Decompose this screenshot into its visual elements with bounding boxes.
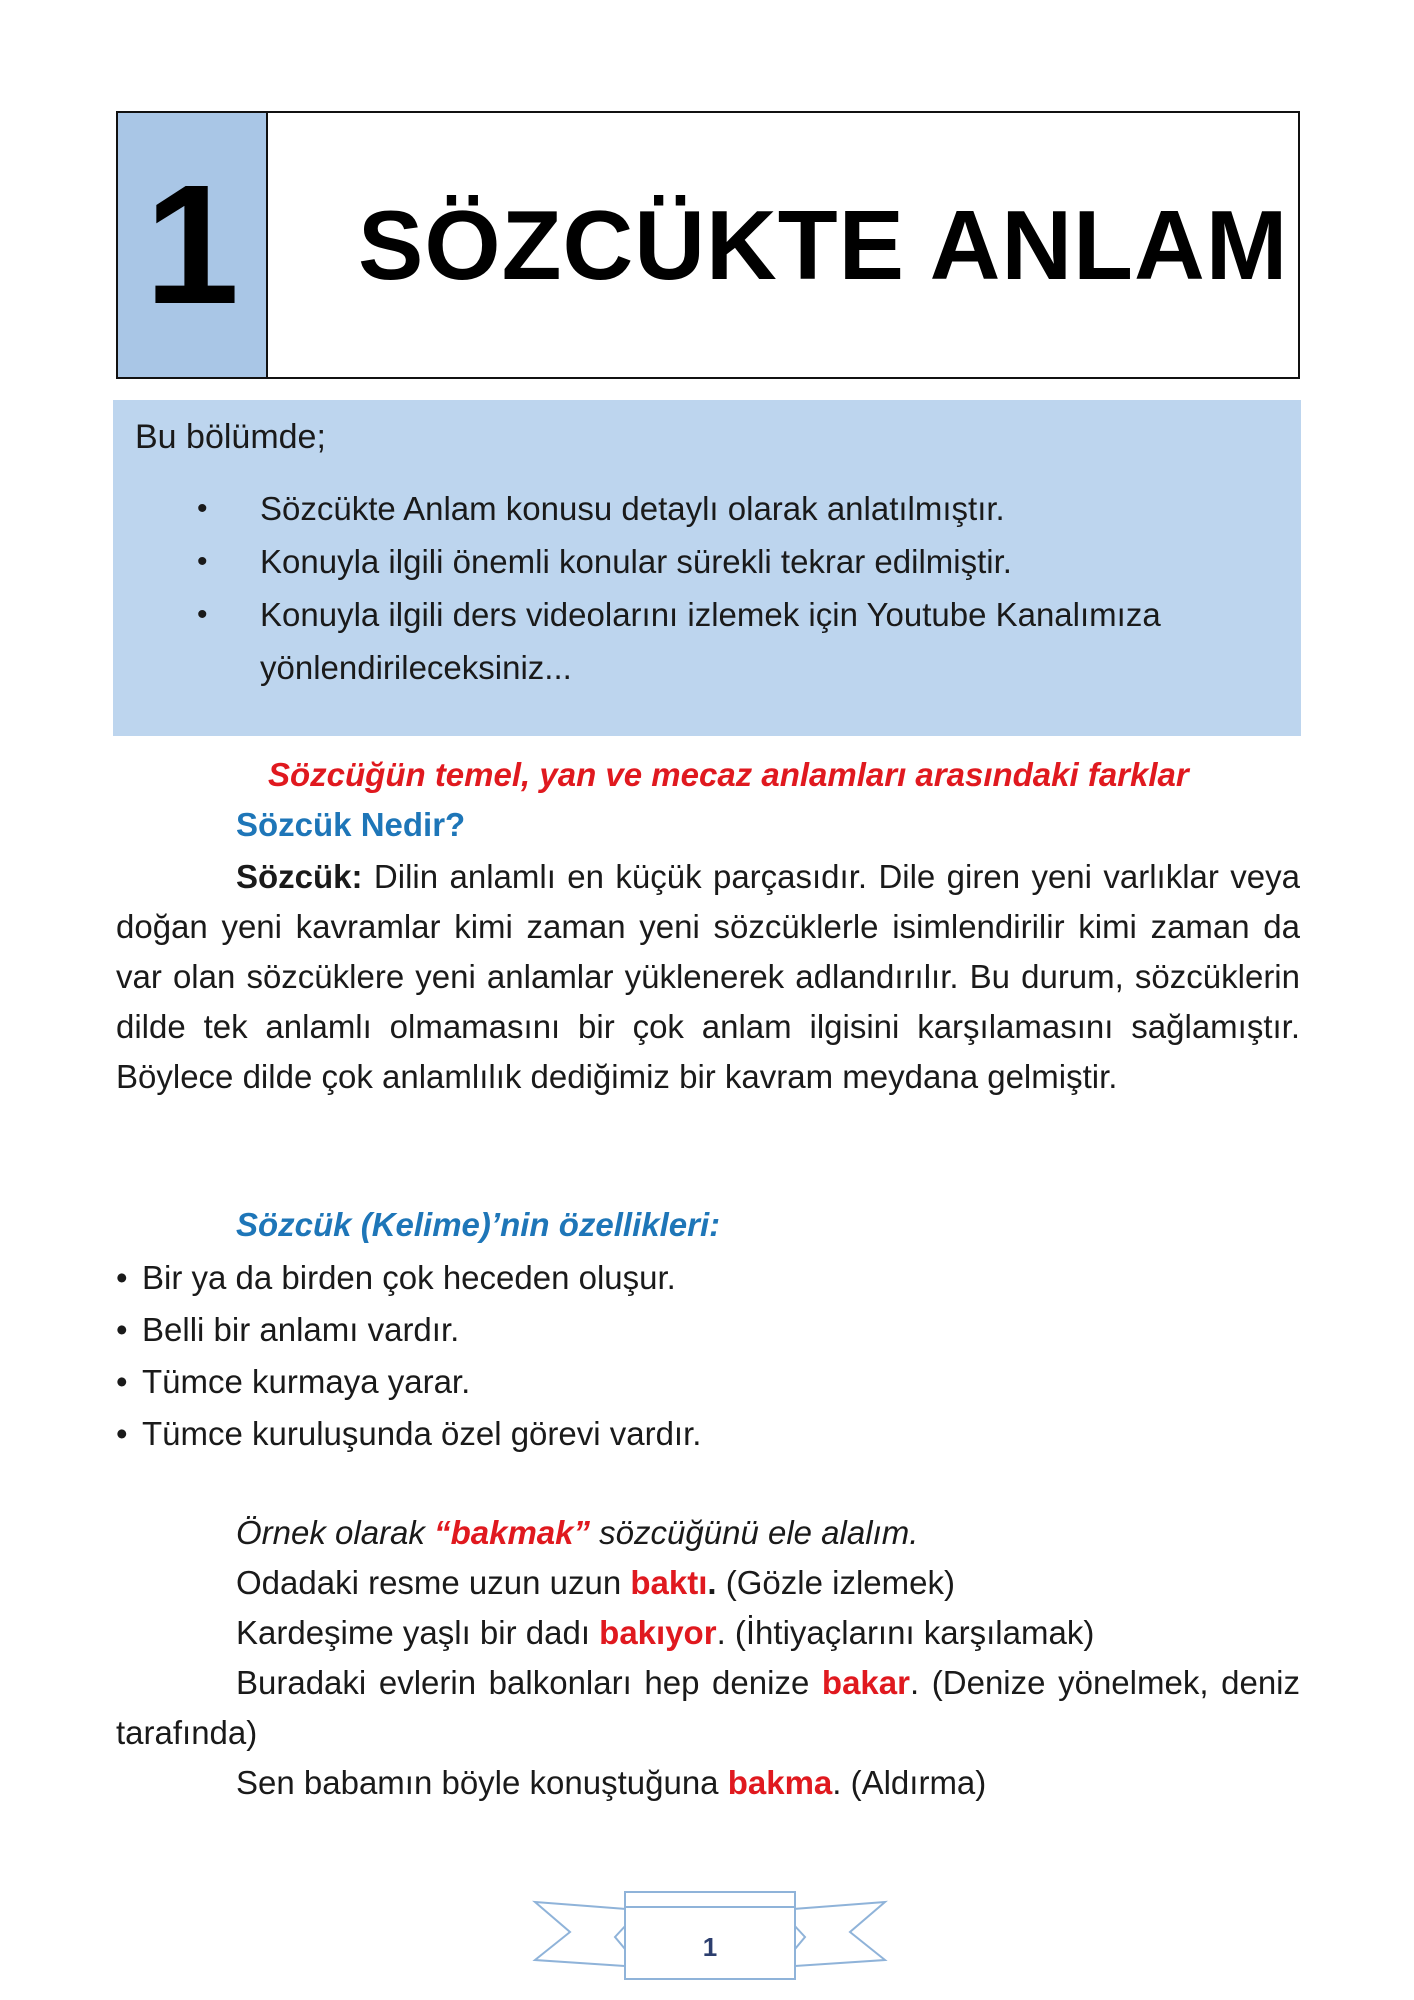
chapter-number: 1 bbox=[144, 150, 240, 340]
chapter-number-box bbox=[118, 113, 268, 377]
examples-intro-after: sözcüğünü ele alalım. bbox=[590, 1514, 919, 1551]
intro-box bbox=[113, 400, 1301, 736]
examples-block bbox=[116, 1508, 1300, 1808]
intro-heading: Bu bölümde; bbox=[135, 418, 326, 456]
bullet-icon: • bbox=[197, 492, 208, 525]
chapter-title-box bbox=[268, 113, 1298, 377]
example-sentence bbox=[116, 1558, 1300, 1608]
example-text: Kardeşime yaşlı bir dadı bbox=[236, 1614, 600, 1651]
features-list-item bbox=[116, 1304, 1300, 1356]
example-highlight: bakar bbox=[821, 1664, 910, 1701]
definition-heading: Sözcük Nedir? bbox=[236, 806, 466, 843]
definition-text: Dilin anlamlı en küçük parçasıdır. Dile giren yeni varlıklar veya doğan yeni kavramlar kimi zaman yeni sözcüklerle isimlendirilir kimi zaman da var olan sözcüklere yeni anlamlar yüklenerek adlandırılır. Bu durum, sözcüklerin dilde tek anlamlı olmamasını bir çok anlam ilgisini karşılamasını sağlamıştır. Böylece dilde çok anlamlılık dediğimiz bir kavram meydana gelmiştir. bbox=[116, 858, 1300, 1095]
example-meaning: . (Aldırma) bbox=[832, 1764, 987, 1801]
intro-list-item bbox=[125, 535, 1289, 588]
example-meaning: . (İhtiyaçlarını karşılamak) bbox=[716, 1614, 1095, 1651]
example-highlight: bakma bbox=[727, 1764, 833, 1801]
chapter-title: SÖZCÜKTE ANLAM bbox=[358, 189, 1289, 300]
features-list-item bbox=[116, 1356, 1300, 1408]
definition-term: Sözcük: bbox=[236, 858, 363, 895]
bullet-icon: • bbox=[197, 545, 208, 578]
intro-list-item bbox=[125, 588, 1289, 694]
bullet-icon: • bbox=[116, 1311, 128, 1348]
example-meaning: (Gözle izlemek) bbox=[716, 1564, 955, 1601]
features-heading: Sözcük (Kelime)’nin özellikleri: bbox=[236, 1206, 721, 1243]
example-sentence bbox=[116, 1758, 1300, 1808]
feature-text: Bir ya da birden çok heceden oluşur. bbox=[142, 1259, 676, 1296]
features-list-item bbox=[116, 1408, 1300, 1460]
feature-text: Tümce kuruluşunda özel görevi vardır. bbox=[142, 1415, 702, 1452]
examples-intro bbox=[116, 1508, 1300, 1558]
features-list bbox=[116, 1252, 1300, 1460]
example-text: Buradaki evlerin balkonları hep denize bbox=[236, 1664, 822, 1701]
example-sentence bbox=[116, 1658, 1300, 1758]
example-text: Odadaki resme uzun uzun bbox=[236, 1564, 631, 1601]
examples-intro-word: “bakmak” bbox=[434, 1514, 591, 1551]
examples-intro-before: Örnek olarak bbox=[236, 1514, 435, 1551]
section-title: Sözcüğün temel, yan ve mecaz anlamları arasındaki farklar bbox=[268, 756, 1189, 793]
feature-text: Belli bir anlamı vardır. bbox=[142, 1311, 460, 1348]
example-highlight: baktı bbox=[630, 1564, 708, 1601]
intro-list-item bbox=[125, 482, 1289, 535]
example-text: Sen babamın böyle konuştuğuna bbox=[236, 1764, 728, 1801]
intro-item-text: Sözcükte Anlam konusu detaylı olarak anlatılmıştır. bbox=[260, 490, 1005, 527]
bullet-icon: • bbox=[116, 1259, 128, 1296]
intro-list bbox=[125, 482, 1289, 694]
features-list-item bbox=[116, 1252, 1300, 1304]
bullet-icon: • bbox=[197, 598, 208, 631]
definition-paragraph bbox=[116, 852, 1300, 1102]
bullet-icon: • bbox=[116, 1363, 128, 1400]
example-meaning: . (Denize yönelmek, deniz tarafında) bbox=[116, 1664, 1300, 1751]
chapter-header bbox=[116, 111, 1300, 379]
example-highlight: bakıyor bbox=[599, 1614, 717, 1651]
intro-item-text: Konuyla ilgili önemli konular sürekli tekrar edilmiştir. bbox=[260, 543, 1012, 580]
feature-text: Tümce kurmaya yarar. bbox=[142, 1363, 471, 1400]
page-number-banner bbox=[530, 1882, 890, 1992]
page-number: 1 bbox=[702, 1932, 718, 1962]
example-sentence bbox=[116, 1608, 1300, 1658]
intro-item-text: Konuyla ilgili ders videolarını izlemek için Youtube Kanalımıza yönlendirileceksiniz... bbox=[260, 596, 1161, 686]
bullet-icon: • bbox=[116, 1415, 128, 1452]
example-punct: . bbox=[707, 1564, 717, 1601]
